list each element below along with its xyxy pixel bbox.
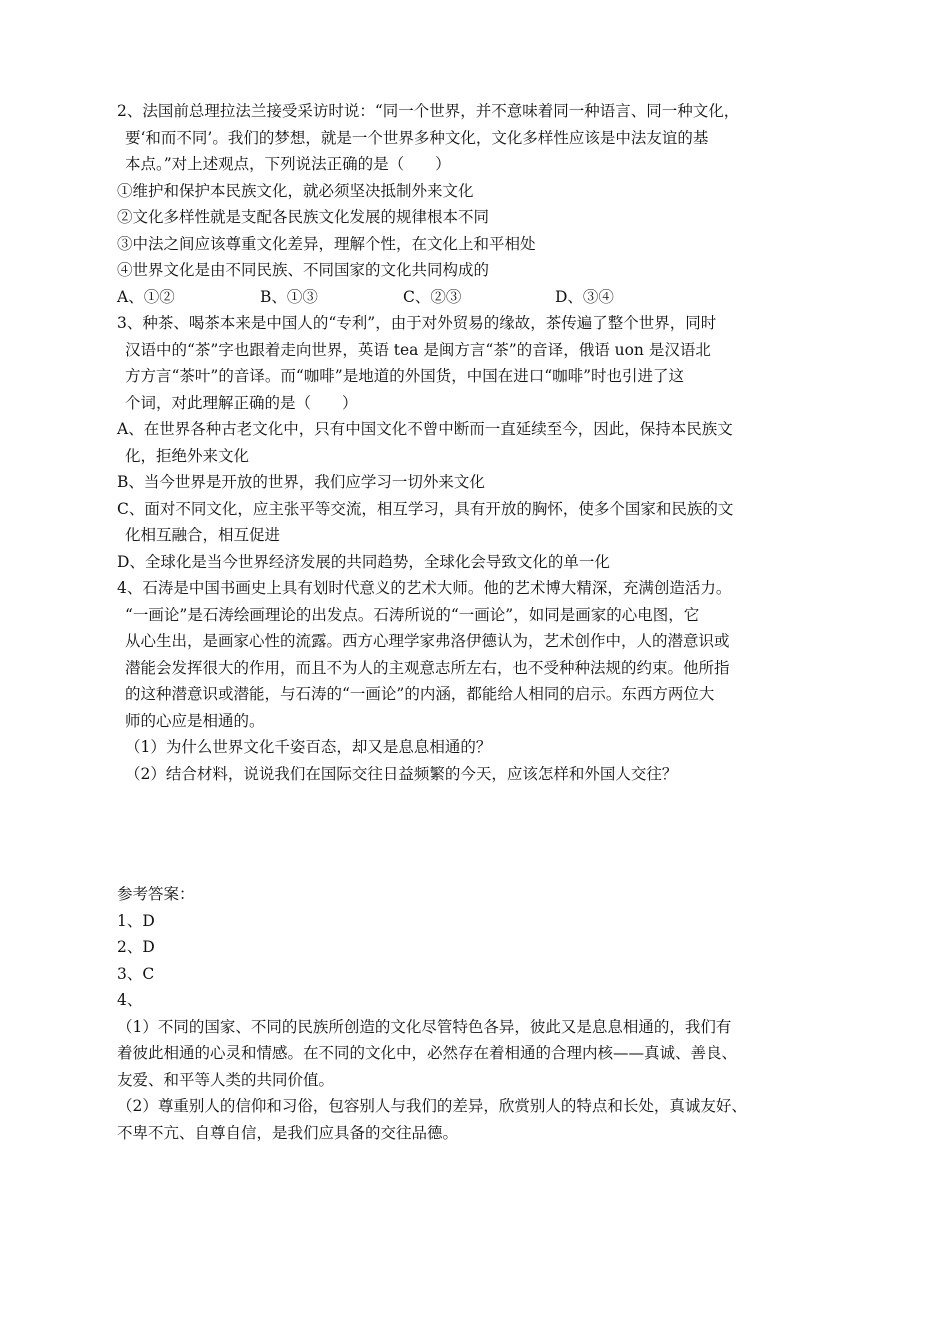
answer-4-line: 不卑不亢、自尊自信，是我们应具备的交往品德。 xyxy=(117,1123,459,1142)
q2-statement: ③中法之间应该尊重文化差异，理解个性，在文化上和平相处 xyxy=(117,234,536,253)
q4-stem-line: 潜能会发挥很大的作用，而且不为人的主观意志所左右，也不受种种法规的约束。他所指 xyxy=(125,658,730,677)
question-4 xyxy=(117,575,837,787)
document-page xyxy=(117,98,837,1146)
q3-option-a: A、在世界各种古老文化中，只有中国文化不曾中断而一直延续至今，因此，保持本民族文 xyxy=(117,420,733,438)
q4-stem-line: 的这种潜意识或潜能，与石涛的“一画论”的内涵，都能给人相同的启示。东西方两位大 xyxy=(125,685,715,703)
answer-4-line: 着彼此相通的心灵和情感。在不同的文化中，必然存在着相通的合理内核——真诚、善良、 xyxy=(117,1044,738,1062)
q2-option-b: B、①③ xyxy=(260,287,318,306)
q3-option-b: B、当今世界是开放的世界，我们应学习一切外来文化 xyxy=(117,473,485,491)
q2-stem-line: 2、法国前总理拉法兰接受采访时说：“同一个世界，并不意味着同一种语言、同一种文化， xyxy=(117,102,740,120)
q2-statement: ②文化多样性就是支配各民族文化发展的规律根本不同 xyxy=(117,208,490,226)
q4-sub-question-1: （1）为什么世界文化千姿百态，却又是息息相通的？ xyxy=(125,738,492,756)
q3-stem-line: 个词，对此理解正确的是（ ） xyxy=(125,393,358,412)
question-2 xyxy=(117,98,837,310)
q4-sub-question-2: （2）结合材料，说说我们在国际交往日益频繁的今天，应该怎样和外国人交往？ xyxy=(125,764,678,783)
q4-stem-line: 从心生出，是画家心性的流露。西方心理学家弗洛伊德认为，艺术创作中，人的潜意识或 xyxy=(125,632,730,650)
answer-4-line: 友爱、和平等人类的共同价值。 xyxy=(117,1070,335,1089)
q3-option-c: C、面对不同文化，应主张平等交流，相互学习，具有开放的胸怀，使多个国家和民族的文 xyxy=(117,499,734,518)
q2-option-a: A、①② xyxy=(117,287,175,306)
q4-stem-line: “一画论”是石涛绘画理论的出发点。石涛所说的“一画论”，如同是画家的心电图，它 xyxy=(125,605,700,624)
q3-stem-line: 汉语中的“茶”字也跟着走向世界，英语 tea 是闽方言“茶”的音译，俄语 uon 是汉语北 xyxy=(125,340,711,359)
q2-option-d: D、③④ xyxy=(555,287,614,306)
answer-item: 1、D xyxy=(117,911,155,930)
answer-4-line: （2）尊重别人的信仰和习俗，包容别人与我们的差异，欣赏别人的特点和长处，真诚友好、 xyxy=(117,1097,747,1115)
q3-option-a-cont: 化，拒绝外来文化 xyxy=(125,446,250,465)
question-3 xyxy=(117,310,837,575)
q3-option-c-cont: 化相互融合，相互促进 xyxy=(125,526,281,544)
answer-item: 2、D xyxy=(117,938,155,956)
q3-option-d: D、全球化是当今世界经济发展的共同趋势，全球化会导致文化的单一化 xyxy=(117,552,610,571)
q4-stem-line: 师的心应是相通的。 xyxy=(125,711,265,730)
q2-options xyxy=(117,284,837,311)
q3-stem-line: 3、种茶、喝茶本来是中国人的“专利”，由于对外贸易的缘故，茶传遍了整个世界，同时 xyxy=(117,314,717,332)
q2-option-c: C、②③ xyxy=(403,287,462,306)
q3-stem-line: 方方言“茶叶”的音译。而“咖啡”是地道的外国货，中国在进口“咖啡”时也引进了这 xyxy=(125,367,685,385)
blank-space xyxy=(117,787,837,881)
answer-key xyxy=(117,881,837,1146)
answer-item: 3、C xyxy=(117,964,155,983)
q2-stem-line: 本点。”对上述观点，下列说法正确的是（ ） xyxy=(125,155,451,173)
answer-heading: 参考答案： xyxy=(117,885,195,903)
q2-statement: ①维护和保护本民族文化，就必须坚决抵制外来文化 xyxy=(117,181,474,200)
answer-4-line: （1）不同的国家、不同的民族所创造的文化尽管特色各异，彼此又是息息相通的，我们有 xyxy=(117,1017,732,1036)
q2-stem-line: 要‘和而不同’。我们的梦想，就是一个世界多种文化，文化多样性应该是中法友谊的基 xyxy=(125,128,709,147)
q4-stem-line: 4、石涛是中国书画史上具有划时代意义的艺术大师。他的艺术博大精深，充满创造活力。 xyxy=(117,579,732,597)
q2-statement: ④世界文化是由不同民族、不同国家的文化共同构成的 xyxy=(117,261,490,279)
answer-item: 4、 xyxy=(117,991,143,1009)
